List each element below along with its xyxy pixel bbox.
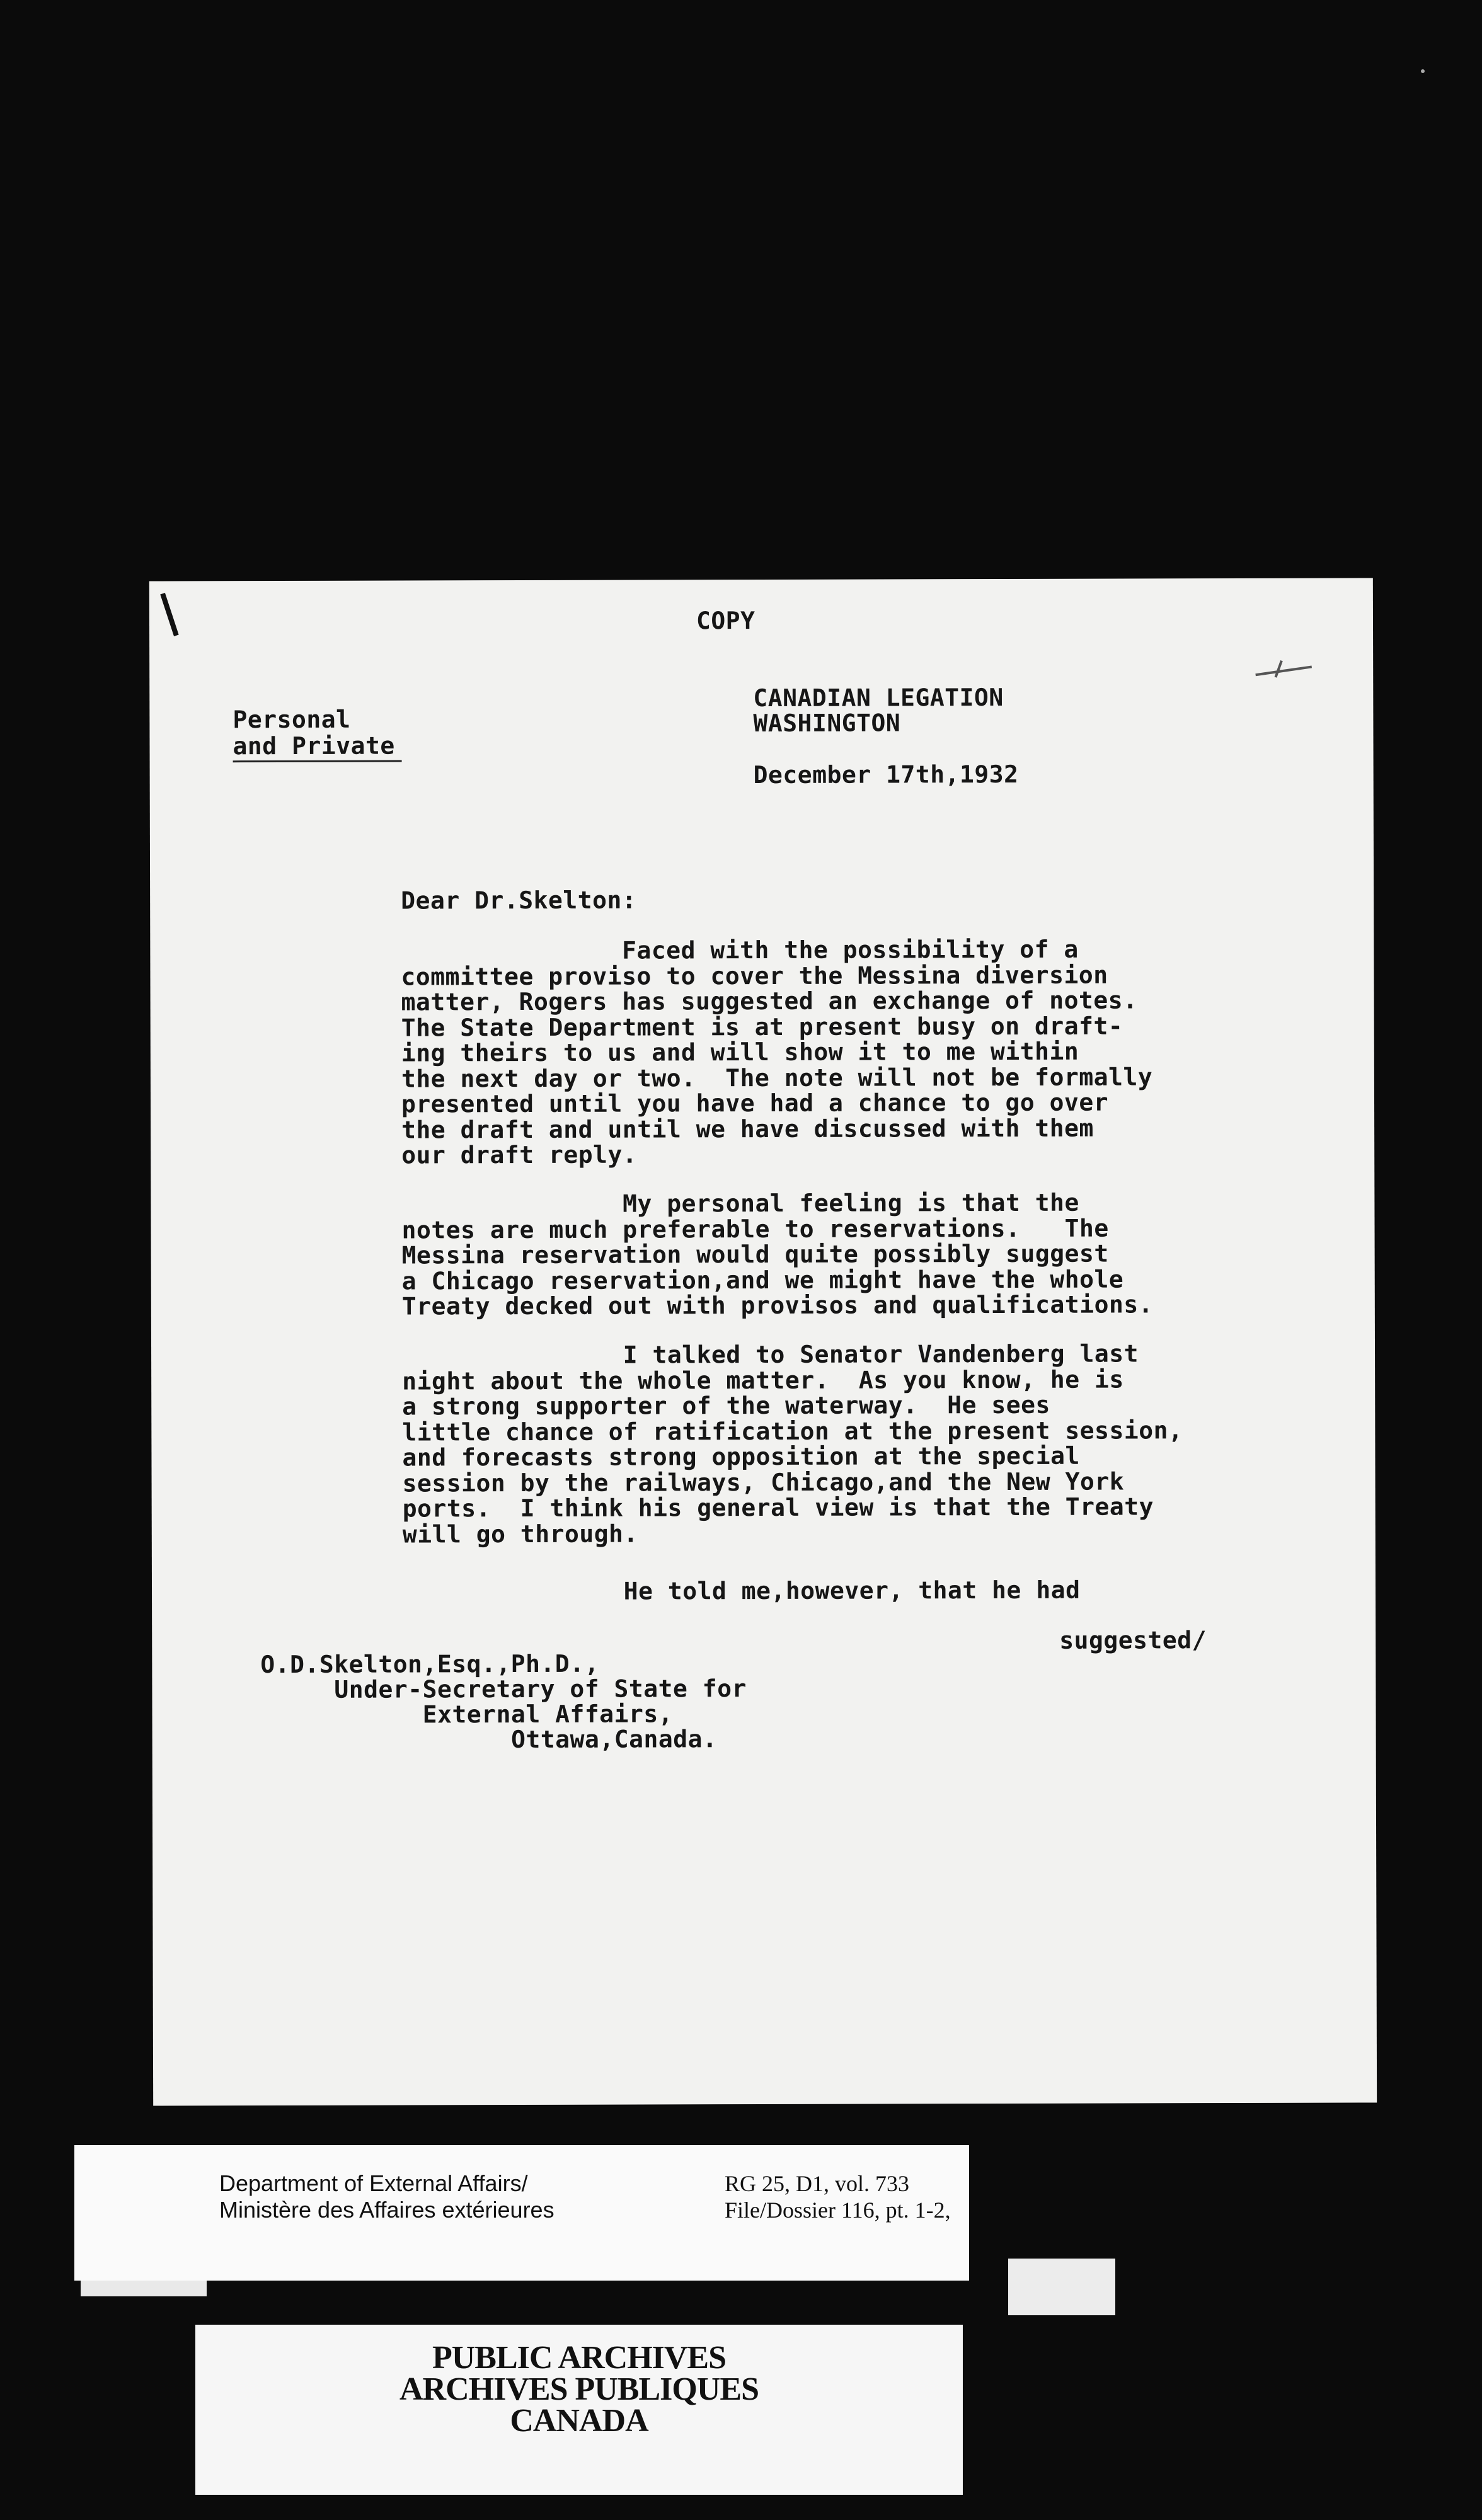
body-line: I talked to Senator Vandenberg last	[401, 1339, 1139, 1370]
legation-line-2: WASHINGTON	[753, 709, 901, 738]
letter-date: December 17th,1932	[753, 760, 1019, 789]
classification-line-2: and Private	[233, 731, 395, 760]
body-line: session by the railways, Chicago,and the New York	[402, 1467, 1125, 1497]
legation-line-1: CANADIAN LEGATION	[753, 683, 1004, 713]
pencil-mark	[160, 593, 178, 636]
archive-reference-label	[74, 2145, 969, 2281]
dust-speck	[1421, 69, 1425, 73]
copy-label: COPY	[696, 607, 755, 635]
addressee-line-4: Ottawa,Canada.	[260, 1725, 718, 1755]
continuation-word: suggested/	[1059, 1626, 1207, 1654]
body-line: will go through.	[402, 1520, 638, 1548]
body-line: He told me,however, that he had	[402, 1576, 1081, 1606]
archives-country: CANADA	[510, 2403, 648, 2439]
body-line: a Chicago reservation,and we might have the whole	[401, 1265, 1124, 1295]
label-tab	[1008, 2259, 1115, 2315]
addressee-line-3: External Affairs,	[260, 1700, 674, 1729]
body-line: the draft and until we have discussed with them	[401, 1114, 1094, 1144]
body-line: ports. I think his general view is that the Treaty	[402, 1492, 1154, 1523]
body-line: a strong supporter of the waterway. He sees	[402, 1390, 1050, 1421]
body-line: matter, Rogers has suggested an exchange of notes.	[401, 986, 1138, 1016]
archives-en: PUBLIC ARCHIVES	[432, 2340, 727, 2376]
department-fr: Ministère des Affaires extérieures	[219, 2197, 554, 2223]
body-line: presented until you have had a chance to go over	[401, 1088, 1109, 1118]
body-line: My personal feeling is that the	[401, 1188, 1079, 1218]
check-mark-tick	[1275, 660, 1283, 678]
body-line: The State Department is at present busy on draft-	[401, 1012, 1123, 1042]
body-line: night about the whole matter. As you know, he is	[402, 1365, 1124, 1395]
salutation: Dear Dr.Skelton:	[401, 886, 637, 915]
body-line: Treaty decked out with provisos and qualifications.	[401, 1290, 1154, 1320]
body-line: and forecasts strong opposition at the special	[402, 1441, 1080, 1472]
reference-file: File/Dossier 116, pt. 1-2,	[725, 2197, 951, 2223]
letter-page	[149, 578, 1377, 2105]
body-line: Faced with the possibility of a	[401, 935, 1079, 965]
body-line: little chance of ratification at the present session,	[402, 1416, 1183, 1446]
reference-column	[725, 2170, 951, 2223]
body-line: our draft reply.	[401, 1140, 638, 1169]
body-line: the next day or two. The note will not be formally	[401, 1062, 1153, 1093]
classification-line-1: Personal	[233, 705, 351, 734]
body-line: committee proviso to cover the Messina diversion	[401, 961, 1108, 991]
department-en: Department of External Affairs/	[219, 2170, 528, 2196]
addressee-line-2: Under-Secretary of State for	[260, 1675, 747, 1704]
body-line: notes are much preferable to reservations. The	[401, 1214, 1109, 1244]
reference-volume: RG 25, D1, vol. 733	[725, 2171, 910, 2196]
check-mark	[1255, 665, 1312, 676]
classification-underline	[233, 760, 402, 762]
public-archives-stamp	[195, 2325, 963, 2495]
body-line: Messina reservation would quite possibly suggest	[401, 1239, 1109, 1269]
addressee-line-1: O.D.Skelton,Esq.,Ph.D.,	[260, 1649, 600, 1679]
archives-fr: ARCHIVES PUBLIQUES	[399, 2371, 759, 2407]
body-line: ing theirs to us and will show it to me within	[401, 1037, 1079, 1067]
